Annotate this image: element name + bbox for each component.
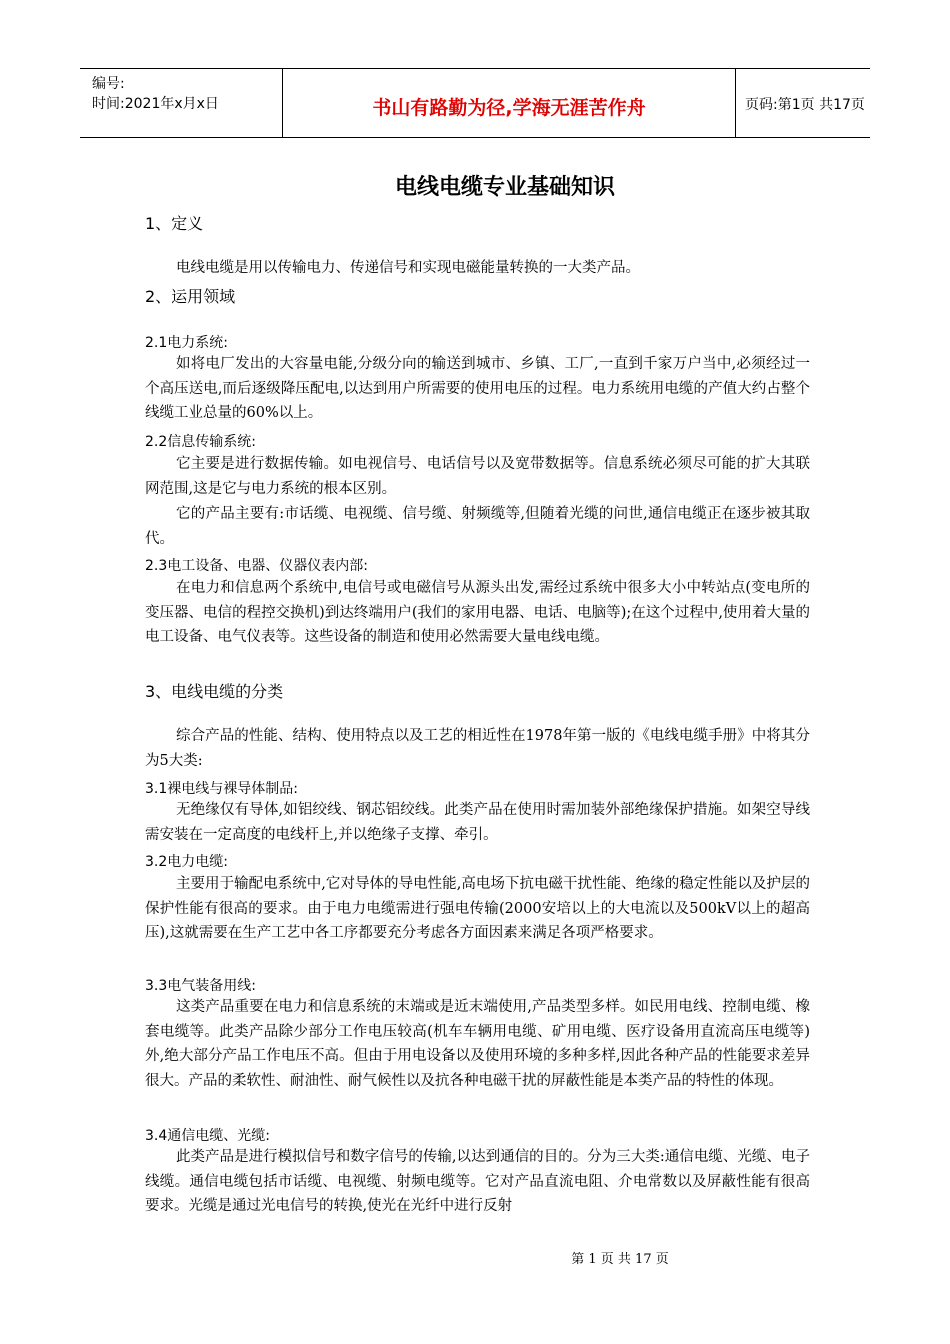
section-3-2-paragraph: 主要用于输配电系统中,它对导体的导电性能,高电场下抗电磁干扰性能、绝缘的稳定性能以及护层的保护性能有很高的要求。由于电力电缆需进行强电传输(2000安培以上的大电流以及500kV以上的超高压),这就需要在生产工艺中各工序都要充分考虑各方面因素来满足各项严格要求。 [145,876,810,941]
section-2-3-heading: 2.3电工设备、电器、仪器仪表内部: [145,558,368,574]
section-3-3-heading: 3.3电气装备用线: [145,978,256,994]
header-page-cell [735,69,870,137]
section-3-4-heading: 3.4通信电缆、光缆: [145,1128,270,1144]
section-3-2-heading: 3.2电力电缆: [145,854,228,870]
page-footer: 第 1 页 共 17 页 [571,1252,669,1267]
section-2-heading: 2、运用领域 [145,287,236,306]
section-2-2-heading: 2.2信息传输系统: [145,434,256,450]
header-motto-cell [282,69,736,137]
motto-text: 书山有路勤为径,学海无涯苦作舟 [372,97,646,119]
section-3-1-paragraph: 无绝缘仅有导体,如铝绞线、钢芯铝绞线。此类产品在使用时需加装外部绝缘保护措施。如架空导线需安装在一定高度的电线杆上,并以绝缘子支撑、牵引。 [145,802,810,843]
document-title: 电线电缆专业基础知识 [394,175,615,200]
section-3-1-heading: 3.1裸电线与裸导体制品: [145,781,298,797]
section-1-paragraph: 电线电缆是用以传输电力、传递信号和实现电磁能量转换的一大类产品。 [176,260,640,276]
section-3-paragraph: 综合产品的性能、结构、使用特点以及工艺的相近性在1978年第一版的《电线电缆手册》中将其分为5大类: [145,728,810,769]
section-3-4-paragraph: 此类产品是进行模拟信号和数字信号的传输,以达到通信的目的。分为三大类:通信电缆、光缆、电子线缆。通信电缆包括市话缆、电视缆、射频电缆等。它对产品直流电阻、介电常数以及屏蔽性能有很高要求。光缆是通过光电信号的转换,使光在光纤中进行反射 [145,1149,810,1214]
number-label: 编号: [92,76,125,92]
section-2-3-paragraph: 在电力和信息两个系统中,电信号或电磁信号从源头出发,需经过系统中很多大小中转站点(变电所的变压器、电信的程控交换机)到达终端用户(我们的家用电器、电话、电脑等);在这个过程中,使用着大量的电工设备、电气仪表等。这些设备的制造和使用必然需要大量电线电缆。 [145,580,810,645]
header-meta-cell [80,69,282,137]
section-3-3-paragraph: 这类产品重要在电力和信息系统的末端或是近末端使用,产品类型多样。如民用电线、控制电缆、橡套电缆等。此类产品除少部分工作电压较高(机车车辆用电缆、矿用电缆、医疗设备用直流高压电缆等)外,绝大部分产品工作电压不高。但由于用电设备以及使用环境的多种多样,因此各种产品的性能要求差异很大。产品的柔软性、耐油性、耐气候性以及抗各种电磁干扰的屏蔽性能是本类产品的特性的体现。 [145,999,810,1089]
section-2-2-paragraph-1: 它主要是进行数据传输。如电视信号、电话信号以及宽带数据等。信息系统必须尽可能的扩大其联网范围,这是它与电力系统的根本区别。 [145,456,810,497]
section-3-heading: 3、电线电缆的分类 [145,682,284,701]
section-2-2-paragraph-2: 它的产品主要有:市话缆、电视缆、信号缆、射频缆等,但随着光缆的问世,通信电缆正在逐步被其取代。 [145,506,810,547]
header-table [80,68,870,138]
time-label: 时间:2021年x月x日 [92,96,219,112]
section-2-1-heading: 2.1电力系统: [145,335,228,351]
section-2-1-paragraph: 如将电厂发出的大容量电能,分级分向的输送到城市、乡镇、工厂,一直到千家万户当中,必须经过一个高压送电,而后逐级降压配电,以达到用户所需要的使用电压的过程。电力系统用电缆的产值大约占整个线缆工业总量的60%以上。 [145,356,810,421]
section-1-heading: 1、定义 [145,214,204,233]
page-info: 页码:第1页 共17页 [745,97,865,113]
